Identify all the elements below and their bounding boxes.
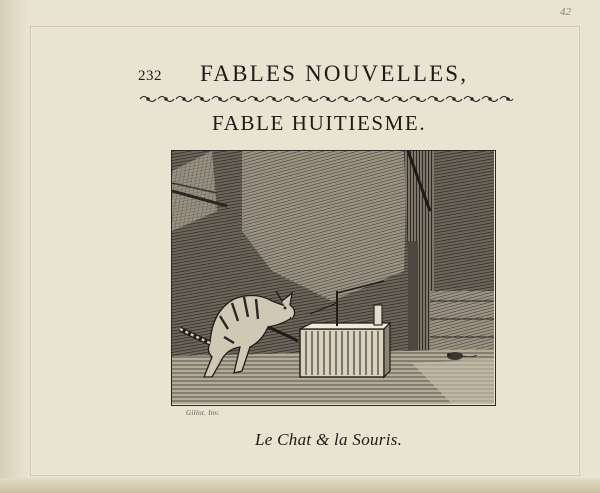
ornamental-rule	[138, 94, 514, 104]
running-title: FABLES NOUVELLES,	[200, 61, 469, 86]
cat-and-mouse-engraving	[172, 151, 494, 404]
running-header	[138, 58, 518, 88]
fable-title: FABLE HUITIESME.	[212, 111, 427, 135]
page-bottom-edge	[0, 478, 600, 493]
page-number: 232	[138, 68, 162, 84]
pencil-folio-note: 42	[560, 6, 571, 18]
fable-caption: Le Chat & la Souris.	[255, 430, 403, 449]
engraving-illustration	[171, 150, 496, 406]
page-gutter-shadow	[0, 0, 28, 493]
engraver-signature: Gillot. Inv.	[186, 409, 220, 417]
